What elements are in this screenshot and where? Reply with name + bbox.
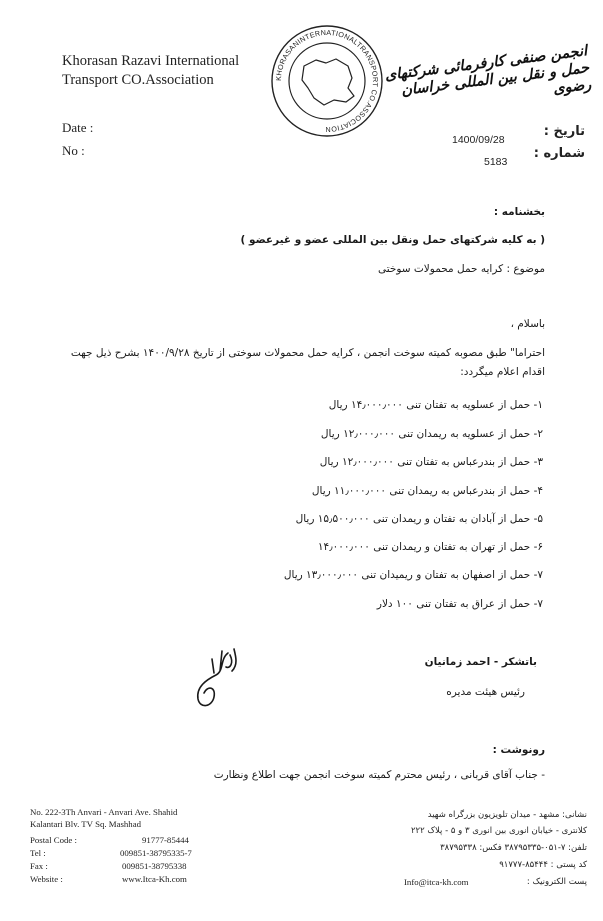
footer-address-fa-2: کلانتری - خیابان انوری بین انوری ۳ و ۵ - پلاک ۲۲۲ [410,826,587,836]
rate-item-2: ۲- حمل از عسلویه به ریمدان تنی ۱۲٫۰۰۰٫۰۰۰ ریال [320,428,543,440]
logo-ring-text: KHORASANINTERNATIONALTRANSPORT CO.ASSOCIATION [273,27,381,135]
addressee: ( به کلیه شرکتهای حمل ونقل بین المللی عضو و غیرعضو ) [240,234,545,246]
subject: موضوع : کرایه حمل محمولات سوختی [377,263,545,275]
org-name-en [62,52,239,90]
rate-item-3: ۳- حمل از بندرعباس به تفتان تنی ۱۲٫۰۰۰٫۰۰۰ ریال [319,456,543,468]
date-label-en: Date : [62,120,94,135]
number-value: 5183 [484,156,508,168]
signature [184,645,244,717]
rate-item-7: ۷- حمل از اصفهان به تفتان و ریمیدان تنی ۱۳٫۰۰۰٫۰۰۰ ریال [283,569,543,581]
footer-tel-label: Tel : [30,848,46,858]
greeting: باسلام ، [510,318,545,330]
date-value: 1400/09/28 [452,134,505,146]
footer-fax-label: Fax : [30,861,48,871]
footer-address-en-2: Kalantari Blv. TV Sq. Mashhad [30,819,142,829]
no-label-en: No : [62,143,85,158]
body-paragraph: احتراما" طبق مصوبه کمیته سوخت انجمن ، کرایه حمل محمولات سوختی از تاریخ ۱۴۰۰/۹/۲۸ بشرح ذیل جهت اقدام اعلام میگردد: [70,347,545,378]
date-label-fa: تاریخ : [543,124,585,139]
footer-web-label: Website : [30,874,63,884]
rate-item-1: ۱- حمل از عسلویه به تفتان تنی ۱۴٫۰۰۰٫۰۰۰ ریال [328,399,543,411]
footer-phone-fa: تلفن: ۷-۰۵۱-۳۸۷۹۵۳۳۵ فکس: ۳۸۷۹۵۳۳۸ [440,843,587,853]
footer-website-link[interactable]: www.Itca-Kh.com [122,874,187,884]
iran-map-icon [302,59,354,105]
footer-tel-value: 009851-38795335-7 [120,848,192,858]
number-label-fa: شماره : [533,146,585,161]
footer-email-link[interactable]: Info@itca-kh.com [404,877,469,887]
rate-item-6: ۶- حمل از تهران به تفتان و ریمدان تنی ۱۴٫۰۰۰٫۰۰۰ [317,541,543,553]
cc-line: - جناب آقای قربانی ، رئیس محترم کمیته سوخت انجمن جهت اطلاع ونظارت [213,769,545,781]
cc-label: رونوشت : [492,744,545,756]
footer-address-en-1: No. 222-3Th Anvari - Anvari Ave. Shahid [30,807,178,817]
rate-item-5: ۵- حمل از آبادان به تفتان و ریمدان تنی ۱۵٫۵۰۰٫۰۰۰ ریال [295,513,543,525]
org-name-en-line2: Transport CO.Association [62,72,214,88]
footer-postal-fa: کد پستی : ۸۵۴۴۴-۹۱۷۷۷ [499,860,587,870]
footer-fax-value: 009851-38795338 [122,861,187,871]
rate-item-4: ۴- حمل از بندرعباس به ریمدان تنی ۱۱٫۰۰۰٫۰۰۰ ریال [311,485,543,497]
org-name-fa: انجمن صنفی کارفرمائی شرکتهای حمل و نقل بین المللی خراسان رضوی [383,42,593,99]
footer-address-fa-1: نشانی: مشهد - میدان تلویزیون بزرگراه شهید [427,810,587,820]
closing-signer: باتشکر - احمد زمانیان [424,656,537,668]
rate-item-8: ۷- حمل از عراق به تفتان تنی ۱۰۰ دلار [376,598,543,610]
org-name-en-line1: Khorasan Razavi International [62,53,240,69]
letter-type: بخشنامه : [493,206,545,218]
signer-position: رئیس هیئت مدیره [446,686,525,698]
footer-email-label-fa: پست الکترونیک : [526,877,587,887]
footer-postal-label: Postal Code : [30,835,77,845]
footer-postal-value: 91777-85444 [142,835,189,845]
